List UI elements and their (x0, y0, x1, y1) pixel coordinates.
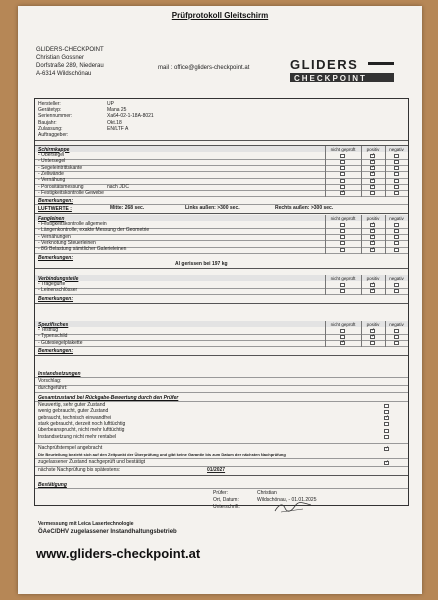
column-header-1: positiv (366, 147, 380, 152)
checkbox-positive[interactable] (370, 248, 375, 252)
canopy-item: - Vernähung (38, 177, 66, 184)
air-value-center: Mitte: 268 sec. (110, 205, 145, 211)
column-header-0: nicht geprüft (330, 147, 356, 152)
overall-checkbox[interactable] (384, 435, 389, 439)
lines-item: - Festigkeitskontrolle allgemein (38, 221, 107, 227)
lines-remarks: Bemerkungen: (38, 255, 74, 261)
air-value-right: Rechts außen: >300 sec. (275, 205, 334, 211)
place-date-value: Wildschönau, - 01.01.2025 (257, 497, 317, 503)
row-divider (35, 268, 408, 269)
stamp-applied: Nachprüfstempel angebracht (38, 445, 103, 451)
checkbox-negative[interactable] (394, 229, 399, 233)
column-header-2: negativ (389, 216, 404, 221)
section-title-connectors: Verbindungsteile (38, 275, 79, 282)
checkbox-not-checked[interactable] (340, 235, 345, 239)
specific-item: - Gütesiegelplakette (38, 339, 83, 346)
column-header-0: nicht geprüft (330, 276, 356, 281)
checkbox-positive[interactable] (370, 185, 375, 189)
checkbox-negative[interactable] (394, 283, 399, 287)
overall-item: Neuwertig, sehr guter Zustand (38, 402, 106, 408)
column-header-2: negativ (389, 147, 404, 152)
row-divider (35, 294, 408, 295)
info-value: EN/LTF A (107, 125, 129, 132)
checkbox-negative[interactable] (394, 241, 399, 245)
checkbox-not-checked[interactable] (340, 329, 345, 333)
overall-checkbox[interactable] (384, 404, 389, 408)
canopy-item: - Zellwände (38, 170, 64, 177)
canopy-item: - Obersegel (38, 152, 65, 158)
info-value: UP (107, 101, 114, 107)
column-header-0: nicht geprüft (330, 216, 356, 221)
connector-item: - Tragegurte (38, 281, 66, 287)
column-divider (361, 146, 362, 197)
protocol-sheet (18, 6, 422, 594)
info-label: Auftraggeber: (38, 132, 69, 138)
row-divider (35, 475, 408, 476)
company-address (36, 46, 104, 78)
inspector-value: Christian (257, 490, 277, 496)
canopy-remarks: Bemerkungen: (38, 198, 74, 204)
column-divider (361, 275, 362, 295)
checkbox-negative[interactable] (394, 179, 399, 183)
checkbox-negative[interactable] (394, 160, 399, 164)
checkbox-not-checked[interactable] (340, 160, 345, 164)
row-divider (35, 355, 408, 356)
porosity-method: nach JDC (107, 183, 129, 190)
mail-label: mail (158, 65, 170, 71)
row-divider (35, 334, 408, 335)
company-city: A-6314 Wildschönau (36, 71, 92, 77)
info-label: Seriennummer: (38, 113, 73, 120)
checkbox-negative[interactable] (394, 185, 399, 189)
row-divider (35, 288, 408, 289)
column-divider (361, 215, 362, 254)
row-divider (35, 253, 408, 254)
info-value: Xa64-02-1-18A-8021 (107, 113, 154, 120)
row-divider (35, 178, 408, 179)
next-check-value: 01/2027 (207, 467, 226, 473)
row-divider (35, 196, 408, 197)
checkbox-not-checked[interactable] (340, 166, 345, 170)
checkbox-positive[interactable] (370, 341, 375, 345)
overall-item: Instandsetzung nicht mehr rentabel (38, 433, 117, 440)
air-value-left: Links außen: >300 sec. (185, 205, 240, 211)
row-divider (35, 443, 408, 444)
row-divider (35, 303, 408, 304)
checkbox-not-checked[interactable] (340, 289, 345, 293)
logo-top-text: GLIDERS (290, 57, 359, 72)
disclaimer: Die Beurteilung bezieht sich auf den Zeitpunkt der Überprüfung und gibt keine Garantie bis zum Datum der nächsten Nachprüfung (38, 452, 286, 457)
row-divider (35, 171, 408, 172)
repair-item: Vorschlag: (38, 378, 62, 384)
specific-remarks: Bemerkungen: (38, 348, 74, 354)
row-divider (35, 385, 408, 386)
row-divider (35, 165, 408, 166)
checkbox-negative[interactable] (394, 248, 399, 252)
place-date-label: Ort, Datum: (213, 497, 239, 503)
overall-checkbox[interactable] (384, 416, 389, 420)
checkbox-negative[interactable] (394, 329, 399, 333)
column-divider (361, 321, 362, 347)
inspector-label: Prüfer: (213, 490, 229, 496)
overall-item: gebraucht, technisch einwandfrei (38, 414, 112, 421)
lines-note: Al gerissen bei 197 kg (175, 261, 228, 267)
row-divider (35, 159, 408, 160)
company-street: Dorfstraße 289, Niederau (36, 63, 104, 69)
checkbox-negative[interactable] (394, 335, 399, 339)
company-logo (288, 56, 398, 86)
section-title-confirmation: Bestätigung (38, 482, 67, 488)
column-header-2: negativ (389, 276, 404, 281)
row-divider (35, 140, 408, 141)
inspection-form (34, 98, 409, 535)
info-label: Gerätetyp: (38, 107, 62, 114)
connector-item: - Leinenschlösser (38, 287, 78, 294)
column-divider (385, 146, 386, 197)
info-label: Zulassung: (38, 125, 63, 132)
checkbox-negative[interactable] (394, 172, 399, 176)
section-title-repairs: Instandsetzungen (38, 371, 81, 377)
column-divider (385, 215, 386, 254)
row-divider (35, 488, 408, 489)
column-divider (325, 275, 326, 295)
stamp-checkbox[interactable] (384, 447, 389, 451)
canopy-item: - Porositätsmessung (38, 183, 84, 190)
specific-item: - Testflug (38, 327, 59, 333)
canopy-item: - Untersegel (38, 158, 66, 165)
column-divider (325, 215, 326, 254)
overall-item: stark gebraucht, derzeit noch lufttüchtig (38, 420, 126, 427)
column-header-1: positiv (366, 322, 380, 327)
checkbox-negative[interactable] (394, 154, 399, 158)
specific-item: - Typenschild (38, 333, 68, 340)
checkbox-negative[interactable] (394, 289, 399, 293)
info-label: Baujahr: (38, 119, 57, 126)
checkbox-not-checked[interactable] (340, 223, 345, 227)
canopy-item: - Segeleintrittskante (38, 164, 83, 171)
checkbox-positive[interactable] (370, 191, 375, 195)
overall-item: überbeansprucht, nicht mehr lufttüchtig (38, 427, 125, 434)
checkbox-not-checked[interactable] (340, 241, 345, 245)
checkbox-positive[interactable] (370, 289, 375, 293)
company-mail (158, 65, 249, 71)
lines-item: - Vernähungen (38, 233, 71, 240)
column-header-1: positiv (366, 276, 380, 281)
canopy-item: - Festigkeitskontrolle Gewebe (38, 189, 104, 196)
column-divider (325, 321, 326, 347)
signature-scribble (273, 500, 313, 514)
checkbox-not-checked[interactable] (340, 179, 345, 183)
column-divider (325, 146, 326, 197)
signature-label: Unterschrift: (213, 504, 240, 510)
column-divider (385, 321, 386, 347)
connectors-remarks: Bemerkungen: (38, 296, 74, 302)
lines-item: - Längenkontrolle, exakte Messung der Geometrie (38, 227, 150, 234)
approved-checkbox[interactable] (384, 461, 389, 465)
row-divider (35, 184, 408, 185)
document-title: Prüfprotokoll Gleitschirm (171, 11, 269, 20)
section-title-specific: Spezifisches (38, 321, 69, 328)
row-divider (35, 340, 408, 341)
column-header-2: negativ (389, 322, 404, 327)
checkbox-negative[interactable] (394, 223, 399, 227)
lines-item: - 8G Belastung sämtlicher Galerieleinen (38, 246, 127, 253)
checkbox-not-checked[interactable] (340, 154, 345, 158)
checkbox-negative[interactable] (394, 191, 399, 195)
checkbox-positive[interactable] (370, 335, 375, 339)
info-value: Mana 25 (107, 107, 127, 114)
info-value: Okt.18 (107, 119, 122, 126)
approved-condition: zugelassener Zustand nachgeprüft und bestätigt (38, 459, 146, 465)
section-title-canopy: Schirmkappe (38, 146, 70, 153)
checkbox-not-checked[interactable] (340, 229, 345, 233)
column-header-1: positiv (366, 216, 380, 221)
row-divider (35, 213, 408, 214)
section-title-overall: Gesamtzustand bei Rückgabe-Bewertung durch den Prüfer (38, 395, 179, 401)
mail-value: : office@gliders-checkpoint.at (170, 65, 250, 71)
repair-item: durchgeführt: (38, 385, 68, 391)
checkbox-not-checked[interactable] (340, 283, 345, 287)
row-divider (35, 346, 408, 347)
air-values-label: LUFTWERTE : (38, 206, 72, 212)
overall-checkbox[interactable] (384, 429, 389, 433)
checkbox-negative[interactable] (394, 341, 399, 345)
column-header-0: nicht geprüft (330, 322, 356, 327)
lines-item: - Verknotung Steuerleinen (38, 239, 96, 246)
certification-note: ÖAeC/DHV zugelassener Instandhaltungsbetrieb (38, 529, 177, 535)
next-check-label: nächste Nachprüfung bis spätestens: (38, 467, 121, 473)
column-divider (385, 275, 386, 295)
section-title-lines: Fangleinen (38, 215, 65, 222)
row-divider (35, 377, 408, 378)
overall-item: wenig gebraucht, guter Zustand (38, 408, 109, 415)
checkbox-negative[interactable] (394, 166, 399, 170)
checkbox-not-checked[interactable] (340, 341, 345, 345)
row-divider (35, 392, 408, 393)
info-label: Hersteller: (38, 101, 61, 107)
logo-bottom-text: CHECKPOINT (294, 74, 367, 83)
checkbox-not-checked[interactable] (340, 191, 345, 195)
checkbox-not-checked[interactable] (340, 172, 345, 176)
measurement-note: Vermessung mit Leica Lasertechnologie (38, 521, 134, 527)
checkbox-negative[interactable] (394, 235, 399, 239)
website-url: www.gliders-checkpoint.at (36, 546, 201, 561)
company-person: Christian Gossner (36, 55, 85, 61)
row-divider (35, 234, 408, 235)
company-name: GLIDERS-CHECKPOINT (36, 47, 104, 53)
checkbox-not-checked[interactable] (340, 248, 345, 252)
overall-checkbox[interactable] (384, 422, 389, 426)
